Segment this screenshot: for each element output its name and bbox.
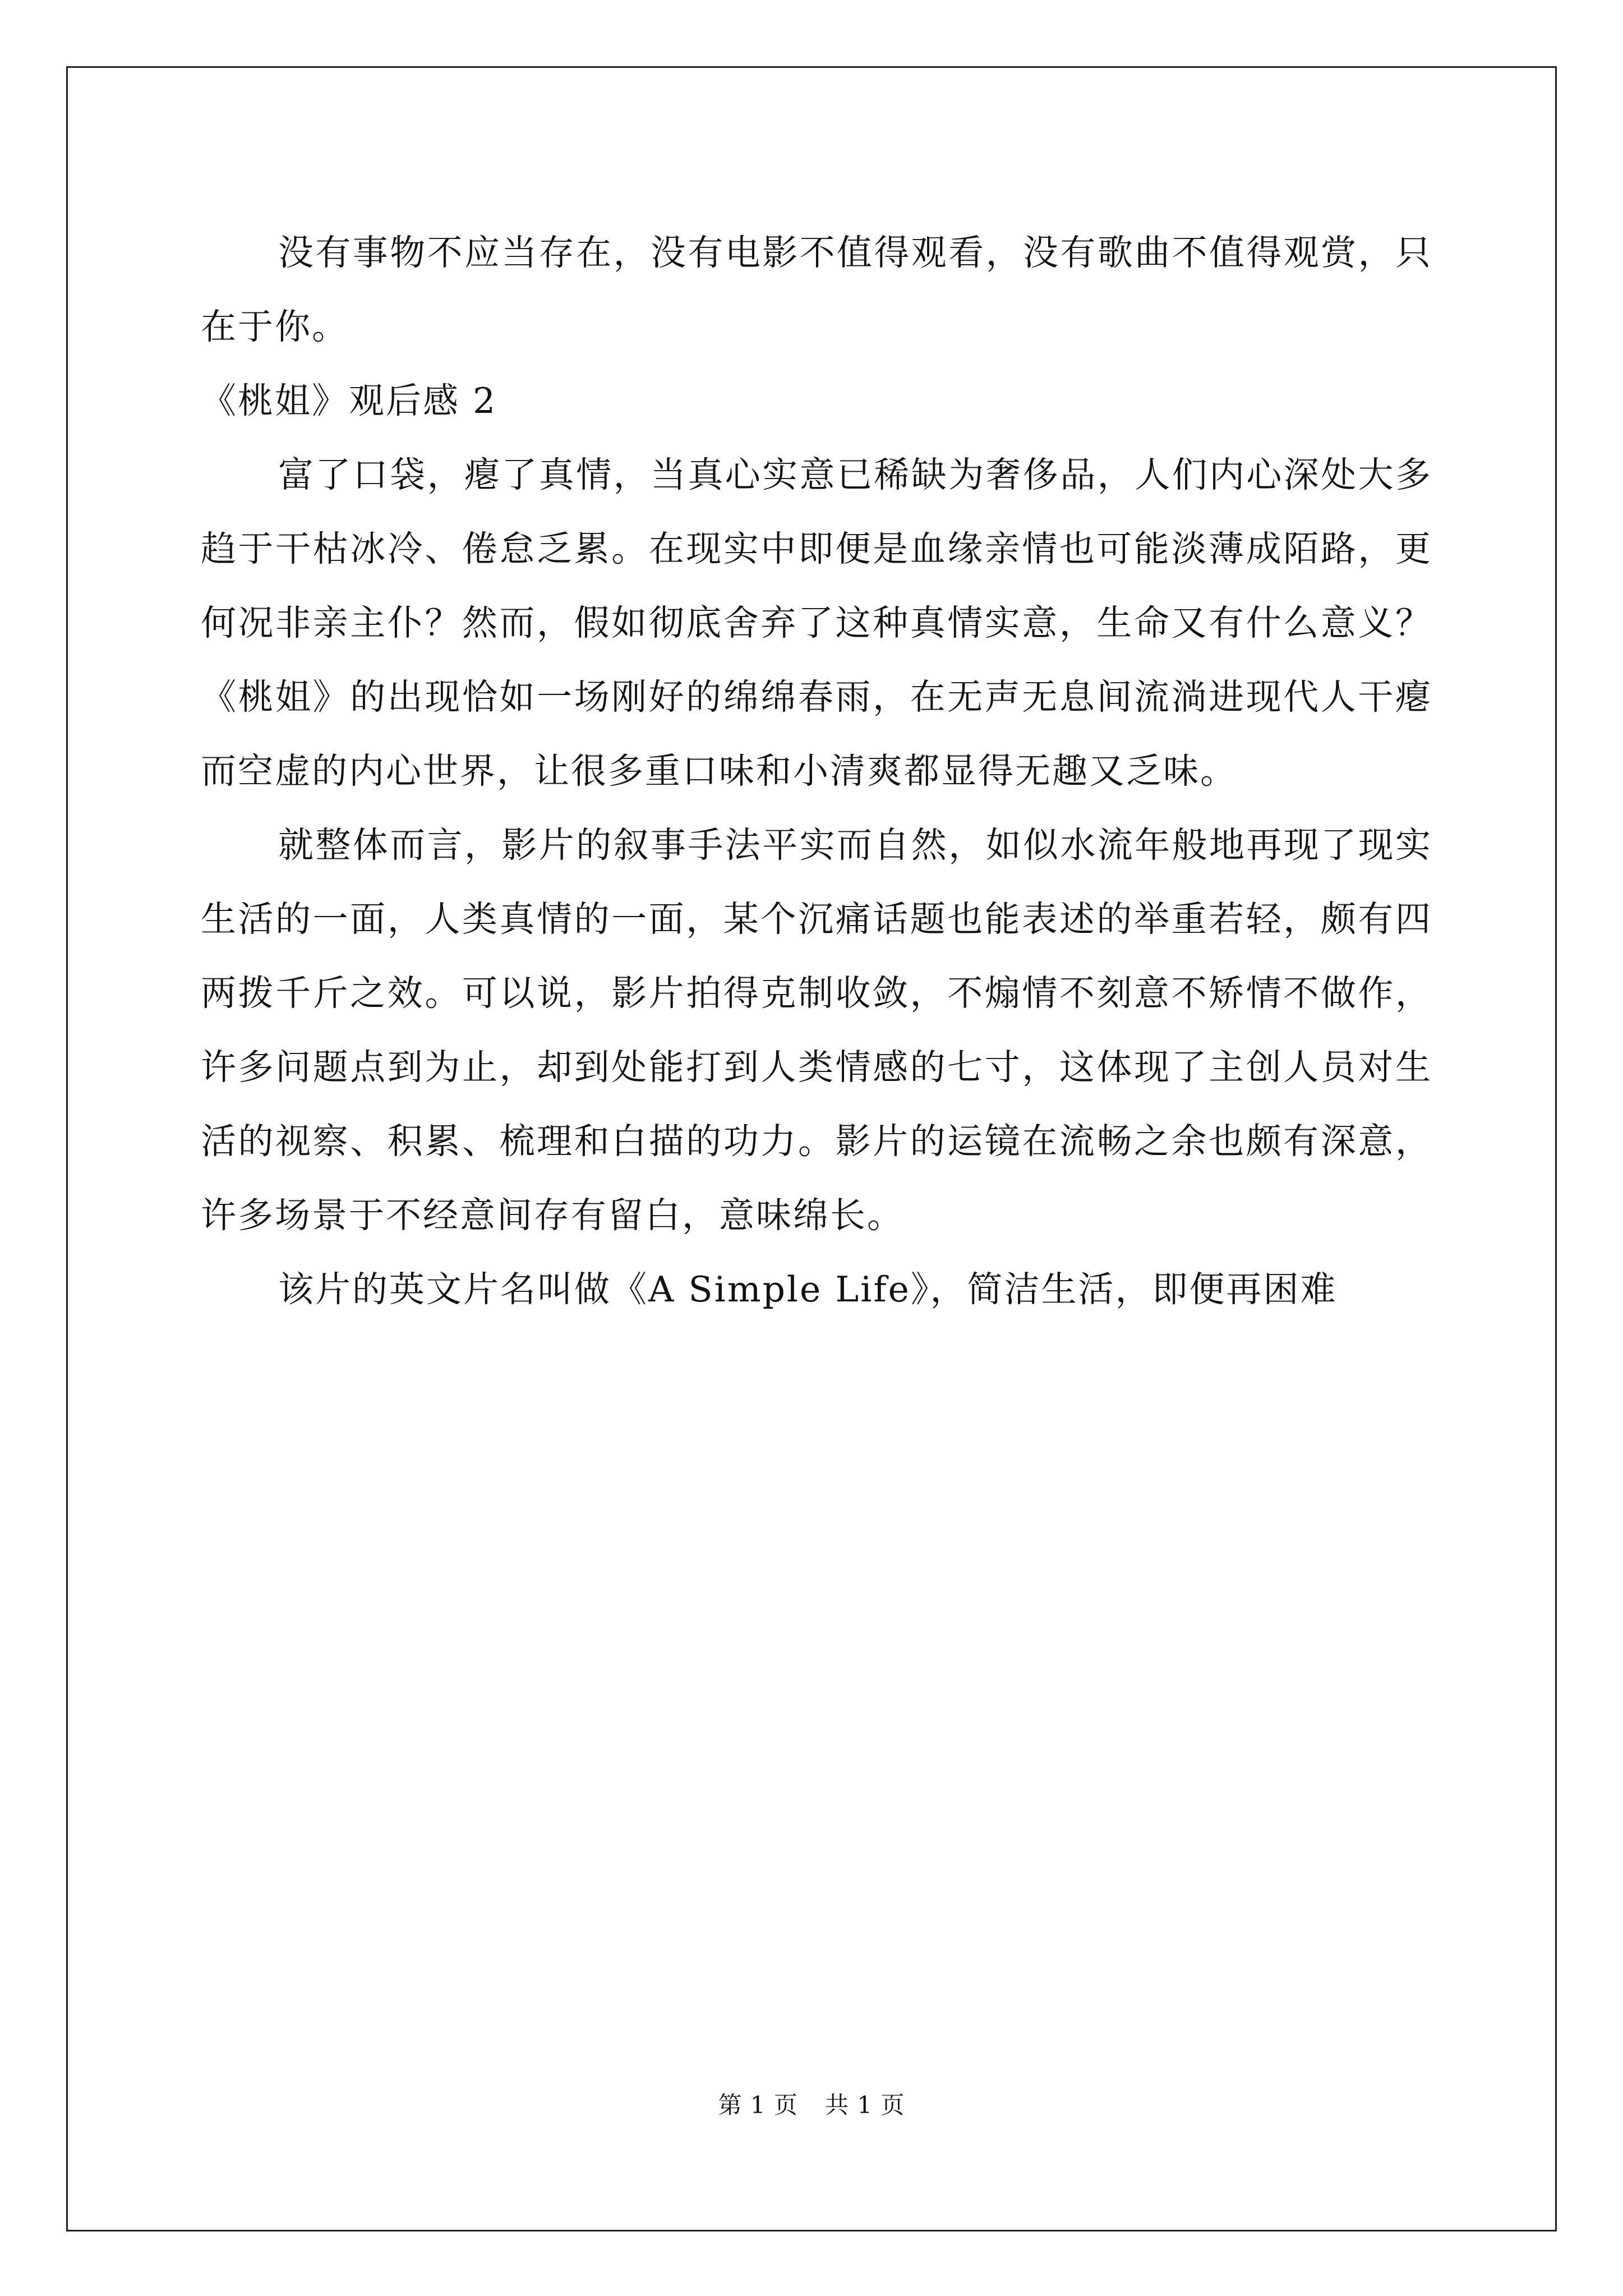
section-heading: 《桃姐》观后感 2 [201,380,497,421]
paragraph-1: 富了口袋，瘪了真情，当真心实意已稀缺为奢侈品，人们内心深处大多趋于干枯冰冷、倦怠乏累。在现实中即便是血缘亲情也可能淡薄成陌路，更何况非亲主仆？然而，假如彻底舍弃了这种真情实意，生命又有什么意义？《桃姐》的出现恰如一场刚好的绵绵春雨，在无声无息间流淌进现代人干瘪而空虚的内心世界，让很多重口味和小清爽都显得无趣又乏味。 [201,454,1432,792]
paragraph-3: 该片的英文片名叫做《A Simple Life》，简洁生活，即便再困难 [278,1269,1338,1310]
document-body [201,216,1432,1327]
paragraph-2: 就整体而言，影片的叙事手法平实而自然，如似水流年般地再现了现实生活的一面，人类真情的一面，某个沉痛话题也能表述的举重若轻，颇有四两拨千斤之效。可以说，影片拍得克制收敛，不煽情不刻意不矫情不做作，许多问题点到为止，却到处能打到人类情感的七寸，这体现了主创人员对生活的视察、积累、梳理和白描的功力。影片的运镜在流畅之余也颇有深意，许多场景于不经意间存有留白，意味绵长。 [201,825,1432,1236]
page-footer [0,2087,1623,2120]
page-number: 第 1 页 [718,2091,798,2119]
total-pages: 共 1 页 [825,2091,905,2119]
paragraph-intro: 没有事物不应当存在，没有电影不值得观看，没有歌曲不值得观赏，只在于你。 [201,232,1432,347]
